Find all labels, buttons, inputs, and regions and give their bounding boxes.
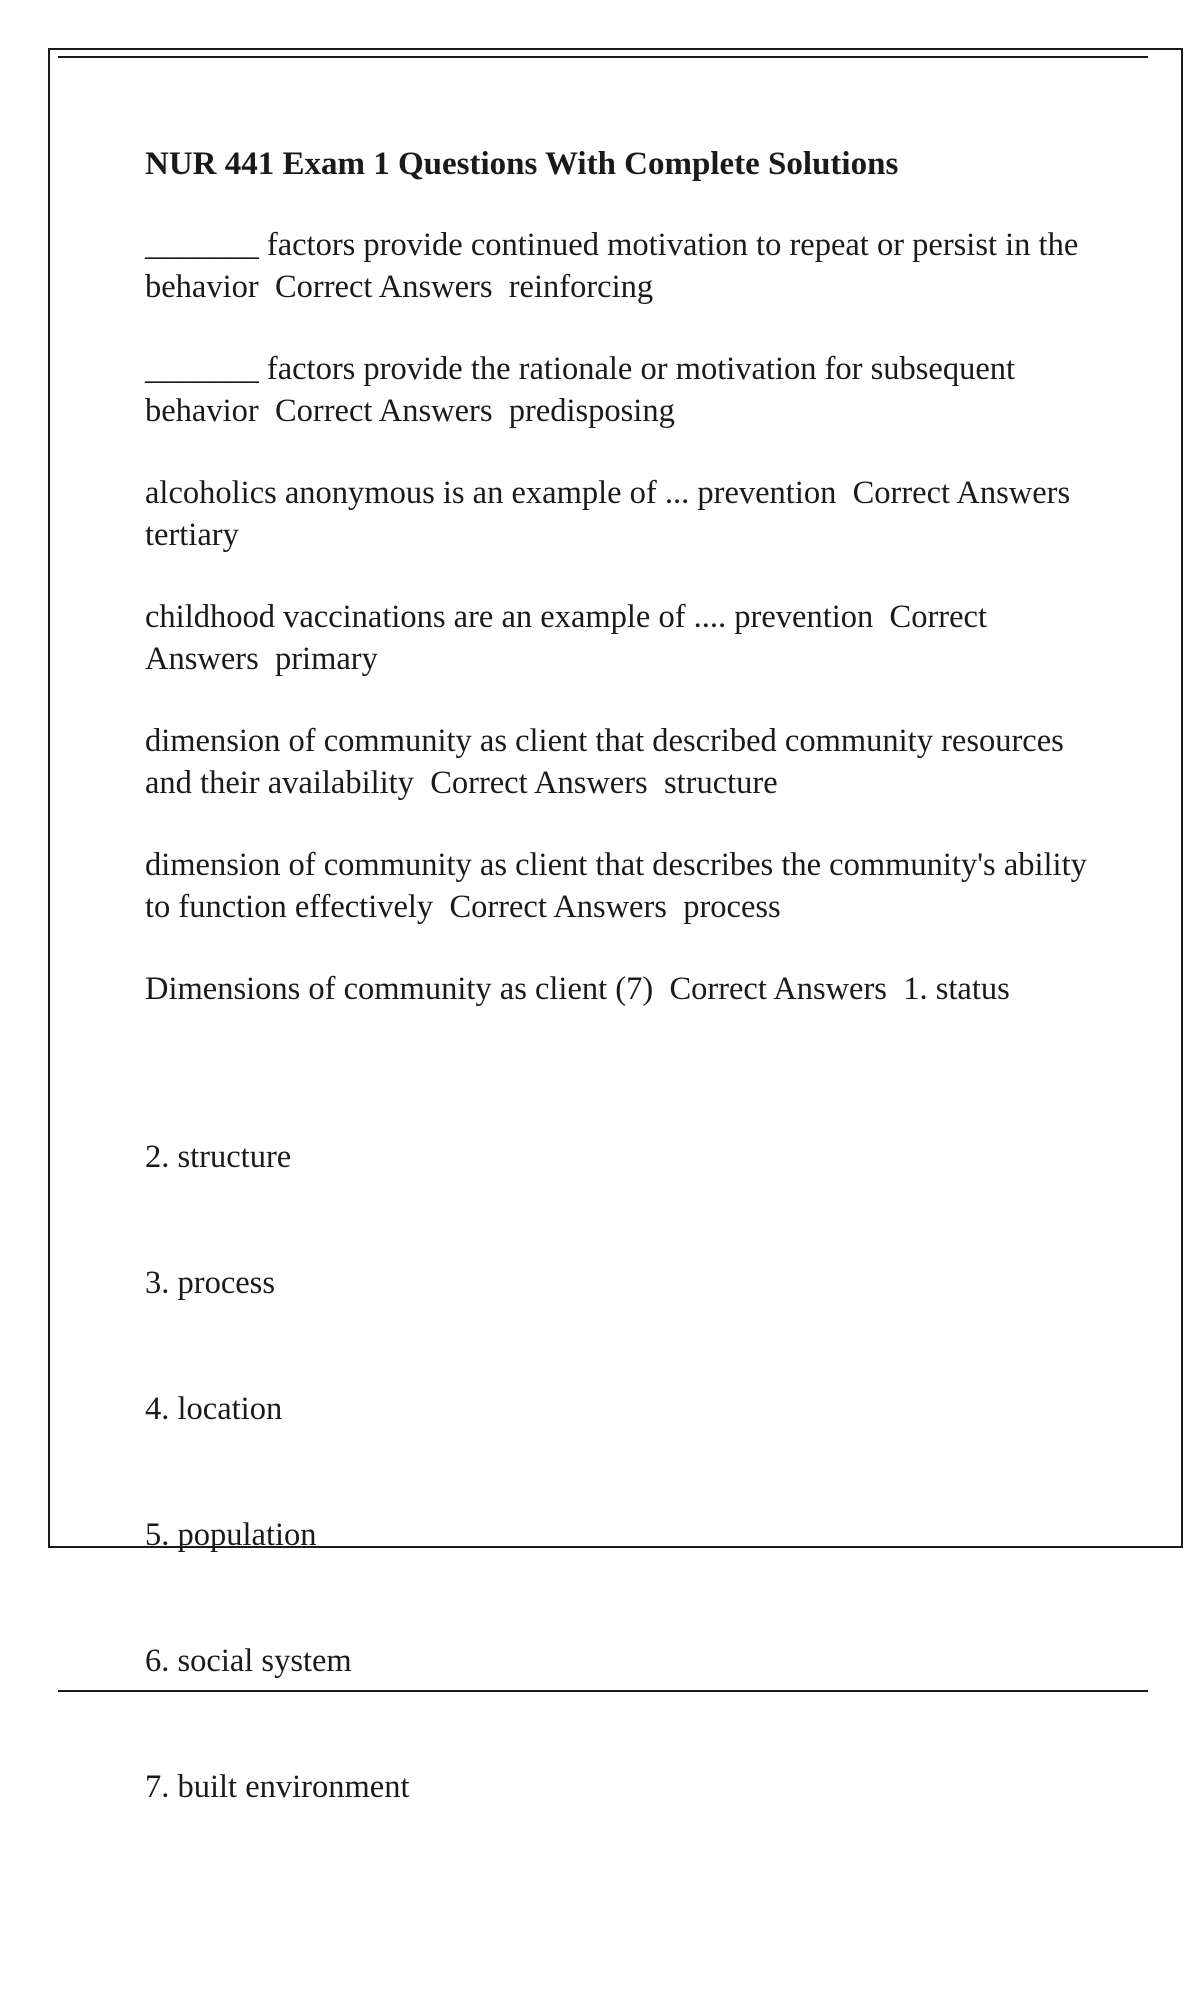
correct-answers-label: Correct Answers <box>258 393 509 429</box>
document-body <box>145 142 1105 2016</box>
question-text: alcoholics anonymous is an example of ... prevention <box>145 475 837 511</box>
question-text: _______ factors provide the rationale or motivation for subsequent behavior <box>145 351 1024 429</box>
answer-list-item: 2. structure <box>145 1139 292 1175</box>
answer-text: primary <box>274 641 378 677</box>
correct-answers-label: Correct Answers <box>258 269 509 305</box>
answer-list-first: 1. status <box>903 971 1010 1007</box>
correct-answers-label: Correct Answers <box>433 889 684 925</box>
answer-list <box>145 1052 1105 1892</box>
answer-text: reinforcing <box>508 269 654 305</box>
bottom-rule <box>58 1690 1148 1692</box>
answer-text: predisposing <box>508 393 675 429</box>
qa-item <box>145 224 1105 308</box>
question-text: dimension of community as client that describes the community's ability to function effectively <box>145 847 1095 925</box>
top-rule <box>58 56 1148 58</box>
question-text: dimension of community as client that described community resources and their availability <box>145 723 1072 801</box>
correct-answers-label: Correct Answers <box>836 475 1087 511</box>
answer-text: tertiary <box>145 517 239 553</box>
answer-list-item: 4. location <box>145 1391 283 1427</box>
qa-item <box>145 596 1105 680</box>
qa-item-list <box>145 968 1105 1976</box>
answer-list-item: 6. social system <box>145 1643 352 1679</box>
qa-item <box>145 720 1105 804</box>
correct-answers-label: Correct Answers <box>413 765 664 801</box>
answer-list-item: 7. built environment <box>145 1769 410 1805</box>
qa-item <box>145 472 1105 556</box>
question-text: _______ factors provide continued motivation to repeat or persist in the behavior <box>145 227 1087 305</box>
qa-item <box>145 844 1105 928</box>
correct-answers-label: Correct Answers <box>145 599 994 677</box>
answer-text: structure <box>663 765 778 801</box>
answer-list-item: 3. process <box>145 1265 275 1301</box>
answer-text: process <box>683 889 781 925</box>
correct-answers-label: Correct Answers <box>653 971 904 1007</box>
question-text: childhood vaccinations are an example of .... prevention <box>145 599 874 635</box>
question-text: Dimensions of community as client (7) <box>145 971 654 1007</box>
qa-item <box>145 348 1105 432</box>
answer-list-item: 5. population <box>145 1517 317 1553</box>
document-title: NUR 441 Exam 1 Questions With Complete Solutions <box>145 146 899 182</box>
